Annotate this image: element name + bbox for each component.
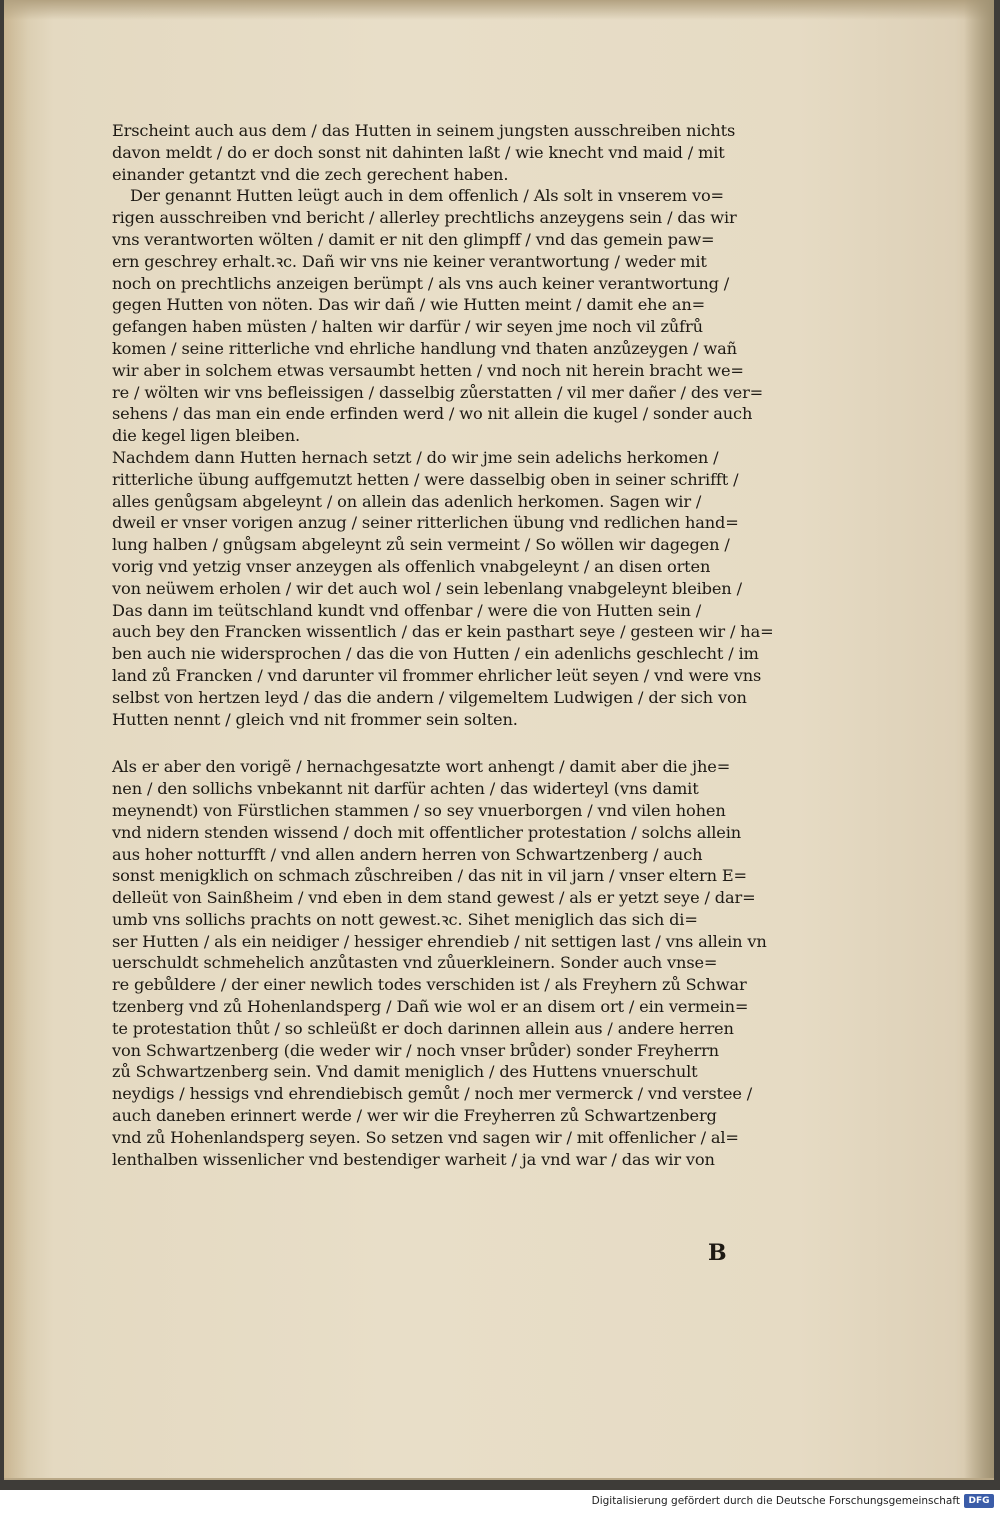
text-line: rigen ausschreiben vnd bericht / allerley prechtlichs anzeygens sein / das wir bbox=[112, 208, 737, 228]
text-line: vns verantworten wölten / damit er nit den glimpff / vnd das gemein paw= bbox=[112, 229, 715, 249]
text-line: auch bey den Francken wissentlich / das er kein pasthart seye / gesteen wir / ha= bbox=[112, 622, 774, 642]
text-line: dweil er vnser vorigen anzug / seiner ritterlichen übung vnd redlichen hand= bbox=[112, 513, 739, 533]
text-line: Hutten nennt / gleich vnd nit frommer sein solten. bbox=[112, 709, 518, 729]
funding-credit: Digitalisierung gefördert durch die Deutsche Forschungsgemeinschaft bbox=[591, 1495, 960, 1507]
text-line: te protestation thůt / so schleüßt er doch darinnen allein aus / andere herren bbox=[112, 1018, 734, 1038]
text-line: zů Schwartzenberg sein. Vnd damit meniglich / des Huttens vnuerschult bbox=[112, 1062, 698, 1082]
text-line: selbst von hertzen leyd / das die andern / vilgemeltem Ludwigen / der sich von bbox=[112, 687, 747, 707]
text-line: sonst menigklich on schmach zůschreiben / das nit in vil jarn / vnser eltern E= bbox=[112, 866, 747, 886]
text-line: Erscheint auch aus dem / das Hutten in seinem jungsten ausschreiben nichts bbox=[112, 121, 736, 140]
text-line: sehens / das man ein ende erfinden werd / wo nit allein die kugel / sonder auch bbox=[112, 404, 753, 424]
text-line: vnd nidern stenden wissend / doch mit offentlicher protestation / solchs allein bbox=[112, 822, 741, 842]
text-line: ser Hutten / als ein neidiger / hessiger ehrendieb / nit settigen last / vns allein vn bbox=[112, 931, 767, 951]
text-line: lenthalben wissenlicher vnd bestendiger warheit / ja vnd war / das wir von bbox=[112, 1149, 715, 1169]
text-line: ritterliche übung auffgemutzt hetten / were dasselbig oben in seiner schrifft / bbox=[112, 469, 739, 489]
text-line: komen / seine ritterliche vnd ehrliche handlung vnd thaten anzůzeygen / wañ bbox=[112, 338, 737, 358]
text-line: auch daneben erinnert werde / wer wir die Freyherren zů Schwartzenberg bbox=[112, 1106, 717, 1126]
text-line: wir aber in solchem etwas versaumbt hetten / vnd noch nit herein bracht we= bbox=[112, 360, 744, 380]
text-line: von neüwem erholen / wir det auch wol / sein lebenlang vnabgeleynt bleiben / bbox=[112, 578, 742, 598]
text-line: Nachdem dann Hutten hernach setzt / do wir jme sein adelichs herkomen / bbox=[112, 447, 719, 467]
text-line: nen / den sollichs vnbekannt nit darfür achten / das widerteyl (vns damit bbox=[112, 779, 699, 799]
text-line: lung halben / gnůgsam abgeleynt zů sein vermeint / So wöllen wir dagegen / bbox=[112, 535, 730, 555]
text-line: die kegel ligen bleiben. bbox=[112, 426, 300, 446]
text-line: tzenberg vnd zů Hohenlandsperg / Dañ wie wol er an disem ort / ein vermein= bbox=[112, 997, 749, 1017]
text-line: Der genannt Hutten leügt auch in dem offenlich / Als solt in vnserem vo= bbox=[130, 186, 724, 206]
text-line: ern geschrey erhalt.ꝛc. Dañ wir vns nie keiner verantwortung / weder mit bbox=[112, 251, 707, 271]
text-line: uerschuldt schmehelich anzůtasten vnd zůuerkleinern. Sonder auch vnse= bbox=[112, 953, 718, 973]
footer-bar bbox=[0, 1490, 1000, 1513]
text-line: davon meldt / do er doch sonst nit dahinten laßt / wie knecht vnd maid / mit bbox=[112, 142, 725, 162]
text-line: vorig vnd yetzig vnser anzeygen als offenlich vnabgeleynt / an disen orten bbox=[112, 556, 711, 576]
text-line: alles genůgsam abgeleynt / on allein das adenlich herkomen. Sagen wir / bbox=[112, 491, 702, 511]
text-line: Das dann im teütschland kundt vnd offenbar / were die von Hutten sein / bbox=[112, 600, 702, 620]
page-shadow-top bbox=[4, 0, 994, 20]
text-line: einander getantzt vnd die zech gerechent haben. bbox=[112, 164, 509, 184]
text-line: ben auch nie widersprochen / das die von Hutten / ein adenlichs geschlecht / im bbox=[112, 644, 759, 664]
text-line: re / wölten wir vns befleissigen / dasselbig zůerstatten / vil mer dañer / des ver= bbox=[112, 382, 764, 402]
text-line: re gebůldere / der einer newlich todes verschiden ist / als Freyhern zů Schwar bbox=[112, 975, 747, 995]
paragraph-4 bbox=[112, 756, 782, 1170]
text-line: noch on prechtlichs anzeigen berümpt / als vns auch keiner verantwortung / bbox=[112, 273, 730, 293]
text-line: umb vns sollichs prachts on nott gewest.ꝛc. Sihet meniglich das sich di= bbox=[112, 909, 698, 929]
text-line: gegen Hutten von nöten. Das wir dañ / wie Hutten meint / damit ehe an= bbox=[112, 295, 706, 315]
text-line: Als er aber den vorigẽ / hernachgesatzte wort anhengt / damit aber die jhe= bbox=[112, 757, 731, 777]
text-line: von Schwartzenberg (die weder wir / noch vnser brůder) sonder Freyherrn bbox=[112, 1040, 719, 1060]
text-line: land zů Francken / vnd darunter vil frommer ehrlicher leüt seyen / vnd were vns bbox=[112, 665, 762, 685]
dfg-logo-icon[interactable]: DFG bbox=[964, 1494, 994, 1508]
text-line: delleüt von Sainßheim / vnd eben in dem stand gewest / als er yetzt seye / dar= bbox=[112, 888, 756, 908]
body-text bbox=[112, 120, 782, 1170]
text-line: meynendt) von Fürstlichen stammen / so sey vnuerborgen / vnd vilen hohen bbox=[112, 800, 726, 820]
paragraph-1 bbox=[112, 120, 782, 185]
paragraph-spacer bbox=[112, 730, 782, 756]
page-shadow-right bbox=[964, 0, 994, 1478]
signature-mark: B bbox=[708, 1240, 727, 1266]
text-line: neydigs / hessigs vnd ehrendiebisch gemůt / noch mer vermerck / vnd verstee / bbox=[112, 1084, 753, 1104]
paragraph-2 bbox=[112, 185, 782, 447]
text-line: aus hoher notturfft / vnd allen andern herren von Schwartzenberg / auch bbox=[112, 844, 703, 864]
text-line: vnd zů Hohenlandsperg seyen. So setzen vnd sagen wir / mit offenlicher / al= bbox=[112, 1127, 739, 1147]
text-line: gefangen haben müsten / halten wir darfür / wir seyen jme noch vil zůfrů bbox=[112, 317, 703, 337]
paragraph-3 bbox=[112, 447, 782, 730]
